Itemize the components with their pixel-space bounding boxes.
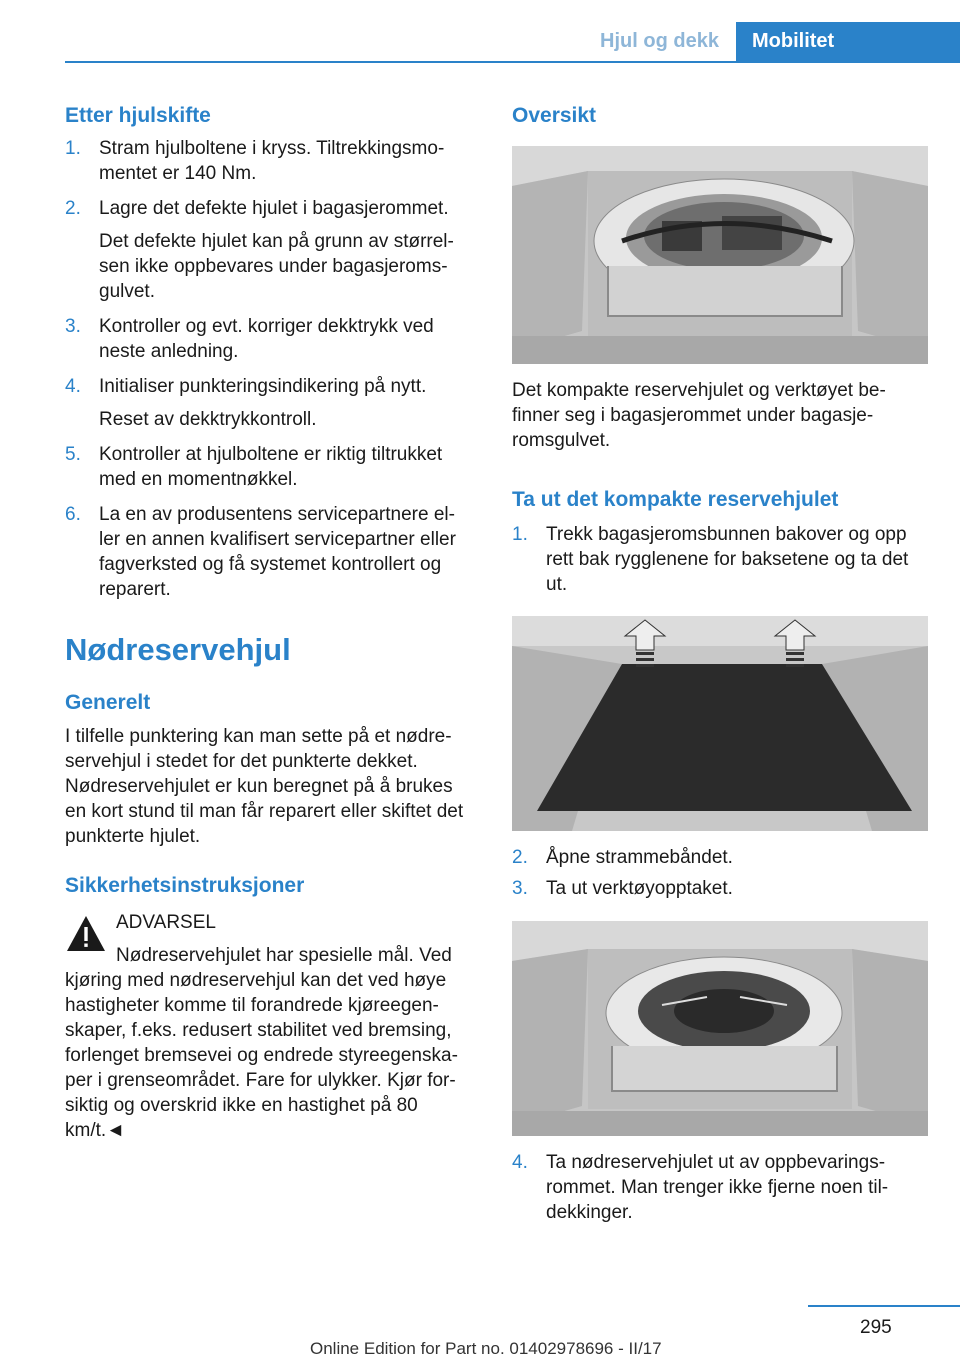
general-paragraph: I tilfelle punktering kan man sette på et nødre-servehjul i stedet for det punkterte dekket. Nødreservehjulet er kun beregnet på å brukes en kort stund til man får reparert eller skiftet det punkterte hjulet. — [65, 726, 464, 847]
list-number: 2. — [512, 847, 528, 868]
heading-safety: Sikkerhetsinstruksjoner — [65, 874, 305, 897]
warning-label: ADVARSEL — [116, 912, 216, 933]
trunk-floor-image — [512, 616, 928, 831]
list-item — [65, 136, 475, 186]
list-text: Kontroller at hjulboltene er riktig tiltrukket med en momentnøkkel. — [99, 444, 443, 490]
list-item — [65, 374, 475, 399]
list-item — [512, 1150, 930, 1225]
list-number: 3. — [512, 878, 528, 899]
list-number: 2. — [65, 198, 81, 219]
list-number: 3. — [65, 316, 81, 337]
list-text: Lagre det defekte hjulet i bagasjerommet. — [99, 198, 449, 219]
list-number: 6. — [65, 504, 81, 525]
list-item — [65, 502, 475, 602]
heading-remove-spare: Ta ut det kompakte reservehjulet — [512, 488, 839, 511]
after-change-steps — [65, 136, 475, 602]
list-item — [512, 876, 930, 901]
list-text: Åpne strammebåndet. — [546, 847, 733, 868]
list-item — [65, 196, 475, 221]
edition-footer: Online Edition for Part no. 01402978696 - II/17 — [310, 1339, 662, 1358]
header-rule — [65, 61, 960, 63]
list-text: La en av produsentens servicepartnere el-ler en annen kvalifisert servicepartner eller fagverksted og få systemet kontrollert og reparert. — [99, 504, 456, 600]
list-item — [512, 522, 930, 597]
footer-rule — [808, 1305, 960, 1307]
section-title: Nødreservehjul — [65, 632, 291, 667]
list-text: Initialiser punkteringsindikering på nytt. — [99, 376, 427, 397]
list-text: Ta ut verktøyopptaket. — [546, 878, 733, 899]
list-note: Reset av dekktrykkontroll. — [99, 409, 317, 430]
list-note: Det defekte hjulet kan på grunn av størrel-sen ikke oppbevares under bagasjeroms-gulvet. — [99, 231, 454, 302]
header-section-tab[interactable]: Hjul og dekk — [600, 30, 719, 52]
list-number: 5. — [65, 444, 81, 465]
overview-paragraph: Det kompakte reservehjulet og verktøyet be-finner seg i bagasjerommet under bagasje-romsgulvet. — [512, 380, 886, 451]
list-text: Ta nødreservehjulet ut av oppbevarings-rommet. Man trenger ikke fjerne noen til-dekkinger. — [546, 1152, 889, 1223]
list-text: Stram hjulboltene i kryss. Tiltrekkingsmo-mentet er 140 Nm. — [99, 138, 445, 184]
list-number: 4. — [512, 1152, 528, 1173]
list-item — [65, 442, 475, 492]
heading-after-change: Etter hjulskifte — [65, 104, 211, 127]
list-number: 1. — [65, 138, 81, 159]
list-item — [512, 845, 930, 870]
header-chapter-tab[interactable]: Mobilitet — [736, 22, 960, 61]
list-item — [65, 314, 475, 364]
heading-overview: Oversikt — [512, 104, 597, 127]
warning-text: Nødreservehjulet har spesielle mål. Ved kjøring med nødreservehjul kan det ved høye hastigheter komme til forandrede kjøreegen-skaper, f.eks. redusert stabilitet ved bremsing, forlenget bremsevei og endrede styreegenska-per i grenseområdet. Fare for ulykker. Kjør for-siktig og overskrid ikke en hastighet på 80 km/t.◄ — [65, 945, 458, 1141]
list-number: 1. — [512, 524, 528, 545]
heading-general: Generelt — [65, 691, 151, 714]
list-text: Trekk bagasjeromsbunnen bakover og opp rett bak rygglenene for baksetene og ta det ut. — [546, 524, 909, 595]
trunk-spare-wheel-image — [512, 146, 928, 364]
page-number: 295 — [860, 1317, 892, 1338]
list-text: Kontroller og evt. korriger dekktrykk ved neste anledning. — [99, 316, 434, 362]
list-number: 4. — [65, 376, 81, 397]
spare-wheel-well-image — [512, 921, 928, 1136]
